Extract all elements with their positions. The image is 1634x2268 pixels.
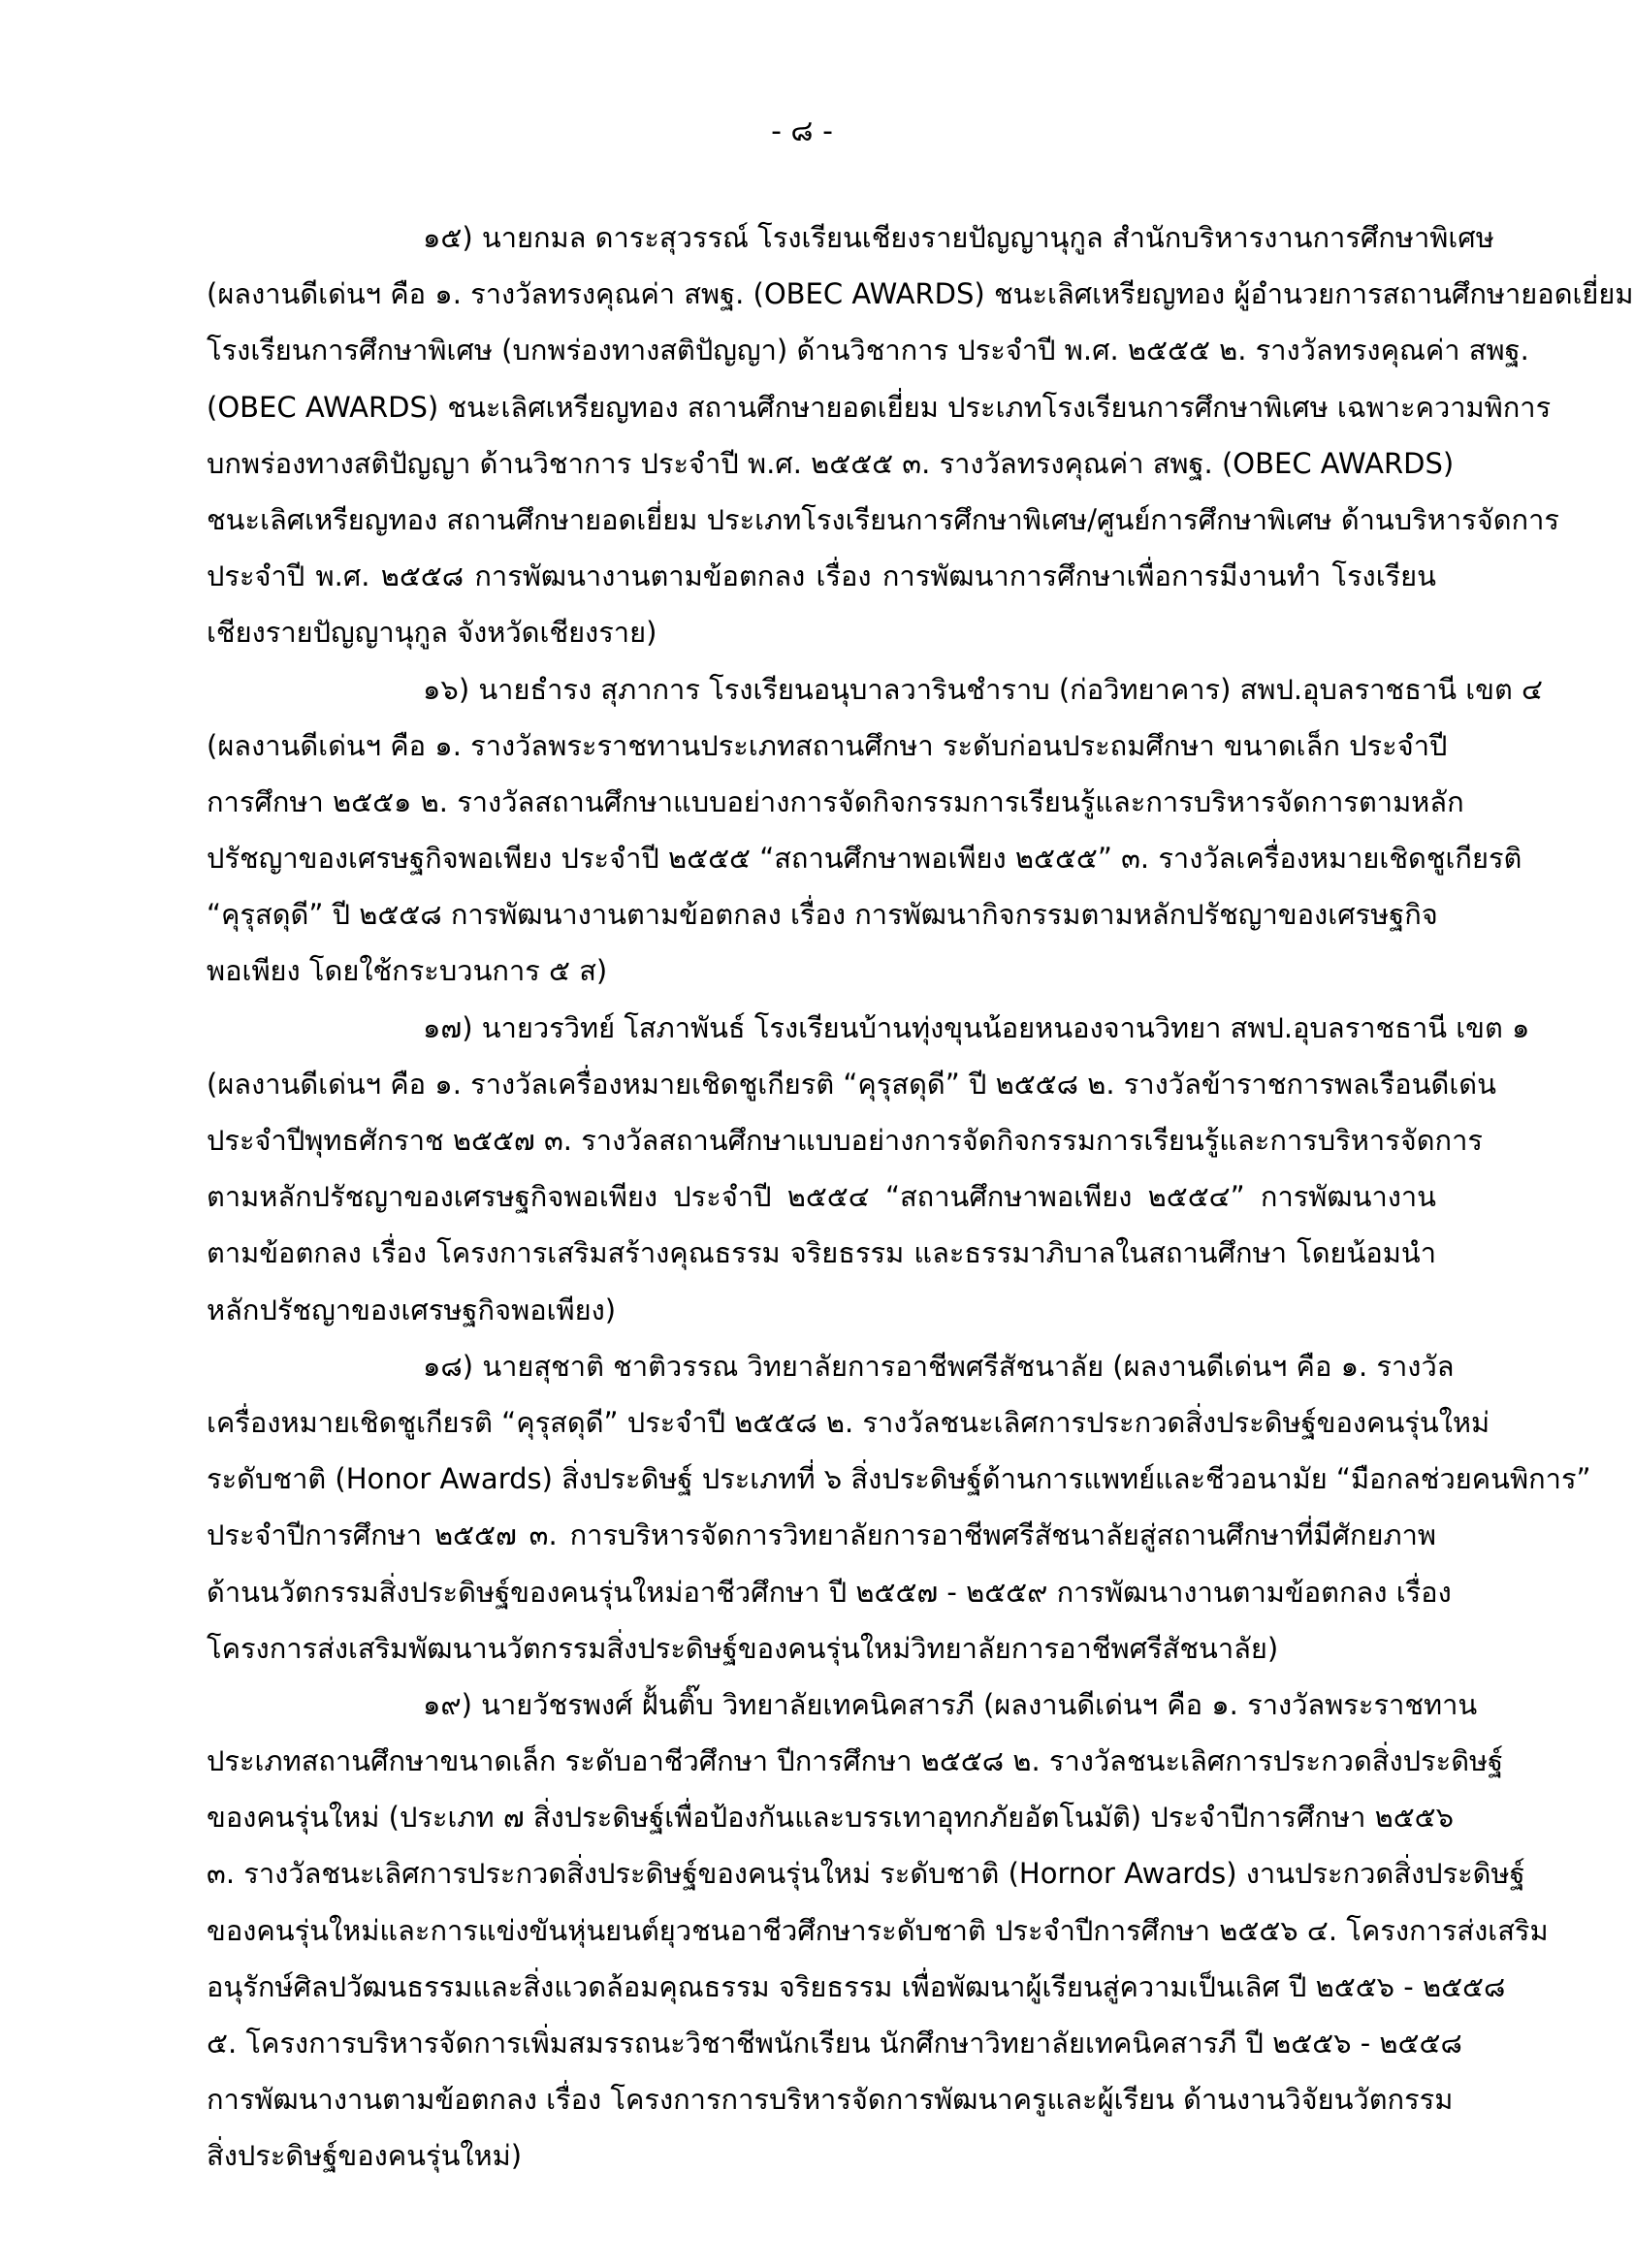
text-line: หลักปรัชญาของเศรษฐกิจพอเพียง) xyxy=(207,1293,617,1326)
page-number: - ๘ - xyxy=(771,114,833,148)
text-line: โรงเรียนการศึกษาพิเศษ (บกพร่องทางสติปัญญา) ด้านวิชาการ ประจำปี พ.ศ. ๒๕๕๕ ๒. รางวัลทรงคุณค่า สพฐ. xyxy=(207,334,1529,367)
text-line: (ผลงานดีเด่นฯ คือ ๑. รางวัลพระราชทานประเภทสถานศึกษา ระดับก่อนประถมศึกษา ขนาดเล็ก ประจำปี xyxy=(207,728,1448,762)
text-line: อนุรักษ์ศิลปวัฒนธรรมและสิ่งแวดล้อมคุณธรรม จริยธรรม เพื่อพัฒนาผู้เรียนสู่ความเป็นเลิศ ปี ๒๕๕๖ - ๒๕๕๘ xyxy=(207,1969,1506,2003)
text-line: การศึกษา ๒๕๕๑ ๒. รางวัลสถานศึกษาแบบอย่างการจัดกิจกรรมการเรียนรู้และการบริหารจัดการตามหลัก xyxy=(207,784,1464,818)
text-line: บกพร่องทางสติปัญญา ด้านวิชาการ ประจำปี พ.ศ. ๒๕๕๕ ๓. รางวัลทรงคุณค่า สพฐ. (OBEC AWARDS) xyxy=(207,446,1455,480)
text-line: ประจำปี พ.ศ. ๒๕๕๘ การพัฒนางานตามข้อตกลง เรื่อง การพัฒนาการศึกษาเพื่อการมีงานทำ โรงเรียน xyxy=(207,559,1436,593)
text-line: ตามข้อตกลง เรื่อง โครงการเสริมสร้างคุณธรรม จริยธรรม และธรรมาภิบาลในสถานศึกษา โดยน้อมนำ xyxy=(207,1236,1436,1270)
text-line: ๕. โครงการบริหารจัดการเพิ่มสมรรถนะวิชาชีพนักเรียน นักศึกษาวิทยาลัยเทคนิคสารภี ปี ๒๕๕๖ - ๒๕๕๘ xyxy=(207,2027,1462,2060)
text-line: เชียงรายปัญญานุกูล จังหวัดเชียงราย) xyxy=(207,616,657,650)
text-line: ประจำปีพุทธศักราช ๒๕๕๗ ๓. รางวัลสถานศึกษาแบบอย่างการจัดกิจกรรมการเรียนรู้และการบริหารจัดการ xyxy=(207,1124,1483,1157)
text-line: ของคนรุ่นใหม่ (ประเภท ๗ สิ่งประดิษฐ์เพื่อป้องกันและบรรเทาอุทกภัยอัตโนมัติ) ประจำปีการศึกษา ๒๕๕๖ xyxy=(207,1801,1454,1835)
text-line: การพัฒนางานตามข้อตกลง เรื่อง โครงการการบริหารจัดการพัฒนาครูและผู้เรียน ด้านงานวิจัยนวัตกรรม xyxy=(207,2083,1454,2117)
text-line: ประเภทสถานศึกษาขนาดเล็ก ระดับอาชีวศึกษา ปีการศึกษา ๒๕๕๘ ๒. รางวัลชนะเลิศการประกวดสิ่งประดิษฐ์ xyxy=(207,1744,1504,1778)
document-body xyxy=(207,209,1634,2185)
text-line: สิ่งประดิษฐ์ของคนรุ่นใหม่) xyxy=(207,2139,523,2173)
text-line: ๑๗) นายวรวิทย์ โสภาพันธ์ โรงเรียนบ้านทุ่งขุนน้อยหนองจานวิทยา สพป.อุบลราชธานี เขต ๑ xyxy=(423,1010,1530,1044)
text-line: ตามหลักปรัชญาของเศรษฐกิจพอเพียง ประจำปี ๒๕๕๔ “สถานศึกษาพอเพียง ๒๕๕๔” การพัฒนางาน xyxy=(207,1180,1436,1214)
paragraph xyxy=(207,1000,1530,1338)
text-line: (ผลงานดีเด่นฯ คือ ๑. รางวัลทรงคุณค่า สพฐ. (OBEC AWARDS) ชนะเลิศเหรียญทอง ผู้อำนวยการสถานศึกษายอดเยี่ยม xyxy=(207,277,1634,311)
paragraph xyxy=(207,209,1634,661)
text-line: ๑๘) นายสุชาติ ชาติวรรณ วิทยาลัยการอาชีพศรีสัชนาลัย (ผลงานดีเด่นฯ คือ ๑. รางวัล xyxy=(423,1349,1455,1383)
text-line: ด้านนวัตกรรมสิ่งประดิษฐ์ของคนรุ่นใหม่อาชีวศึกษา ปี ๒๕๕๗ - ๒๕๕๙ การพัฒนางานตามข้อตกลง เรื่อง xyxy=(207,1575,1452,1609)
text-line: ประจำปีการศึกษา ๒๕๕๗ ๓. การบริหารจัดการวิทยาลัยการอาชีพศรีสัชนาลัยสู่สถานศึกษาที่มีศักยภาพ xyxy=(207,1518,1436,1552)
text-line: ชนะเลิศเหรียญทอง สถานศึกษายอดเยี่ยม ประเภทโรงเรียนการศึกษาพิเศษ/ศูนย์การศึกษาพิเศษ ด้านบริหารจัดการ xyxy=(207,502,1559,536)
text-line: เครื่องหมายเชิดชูเกียรติ “คุรุสดุดี” ประจำปี ๒๕๕๘ ๒. รางวัลชนะเลิศการประกวดสิ่งประดิษฐ์ของคนรุ่นใหม่ xyxy=(207,1405,1490,1439)
text-line: (OBEC AWARDS) ชนะเลิศเหรียญทอง สถานศึกษายอดเยี่ยม ประเภทโรงเรียนการศึกษาพิเศษ เฉพาะความพิการ xyxy=(207,390,1552,424)
paragraph xyxy=(207,661,1543,1000)
text-line: พอเพียง โดยใช้กระบวนการ ๕ ส) xyxy=(207,954,608,988)
text-line: ปรัชญาของเศรษฐกิจพอเพียง ประจำปี ๒๕๕๕ “สถานศึกษาพอเพียง ๒๕๕๕” ๓. รางวัลเครื่องหมายเชิดชูเกียรติ xyxy=(207,842,1522,876)
text-line: ๑๙) นายวัชรพงศ์ ฝั้นติ๊บ วิทยาลัยเทคนิคสารภี (ผลงานดีเด่นฯ คือ ๑. รางวัลพระราชทาน xyxy=(423,1687,1478,1721)
text-line: ของคนรุ่นใหม่และการแข่งขันหุ่นยนต์ยุวชนอาชีวศึกษาระดับชาติ ประจำปีการศึกษา ๒๕๕๖ ๔. โครงการส่งเสริม xyxy=(207,1913,1549,1947)
text-line: โครงการส่งเสริมพัฒนานวัตกรรมสิ่งประดิษฐ์ของคนรุ่นใหม่วิทยาลัยการอาชีพศรีสัชนาลัย) xyxy=(207,1631,1279,1665)
text-line: ระดับชาติ (Honor Awards) สิ่งประดิษฐ์ ประเภทที่ ๖ สิ่งประดิษฐ์ด้านการแพทย์และชีวอนามัย “มือกลช่วยคนพิการ” xyxy=(207,1462,1591,1496)
paragraph xyxy=(207,1338,1591,1677)
text-line: ๑๕) นายกมล ดาระสุวรรณ์ โรงเรียนเชียงรายปัญญานุกูล สำนักบริหารงานการศึกษาพิเศษ xyxy=(423,221,1494,254)
text-line: ๓. รางวัลชนะเลิศการประกวดสิ่งประดิษฐ์ของคนรุ่นใหม่ ระดับชาติ (Hornor Awards) งานประกวดสิ่งประดิษฐ์ xyxy=(207,1857,1525,1891)
text-line: ๑๖) นายธำรง สุภาการ โรงเรียนอนุบาลวารินชำราบ (ก่อวิทยาคาร) สพป.อุบลราชธานี เขต ๔ xyxy=(423,672,1543,706)
paragraph xyxy=(207,1677,1549,2185)
text-line: (ผลงานดีเด่นฯ คือ ๑. รางวัลเครื่องหมายเชิดชูเกียรติ “คุรุสดุดี” ปี ๒๕๕๘ ๒. รางวัลข้าราชการพลเรือนดีเด่น xyxy=(207,1067,1496,1101)
text-line: “คุรุสดุดี” ปี ๒๕๕๘ การพัฒนางานตามข้อตกลง เรื่อง การพัฒนากิจกรรมตามหลักปรัชญาของเศรษฐกิจ xyxy=(207,898,1438,932)
